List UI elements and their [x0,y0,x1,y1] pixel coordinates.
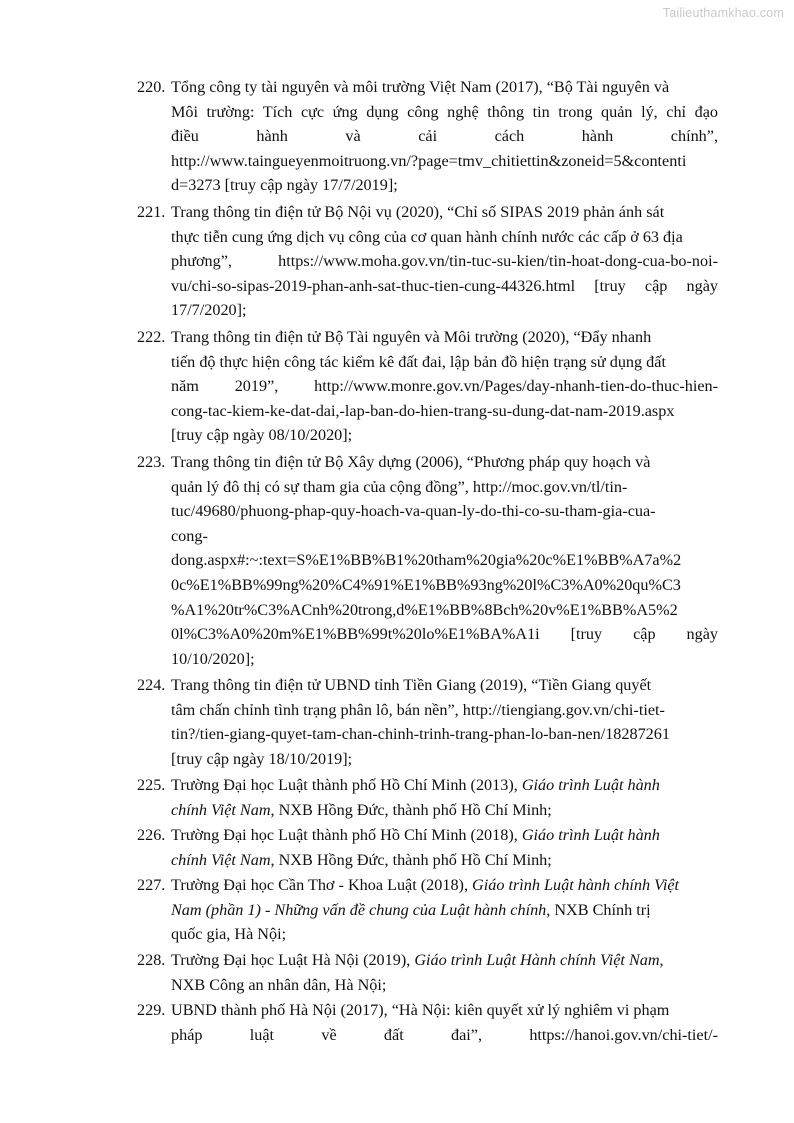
reference-text: Trường Đại học Luật thành phố Hồ Chí Minh (2013), [171,776,522,794]
reference-text: , NXB Hồng Đức, thành phố Hồ Chí Minh; [270,850,552,869]
reference-line: tiến độ thực hiện công tác kiểm kê đất đai, lập bản đồ hiện trạng sử dụng đất [171,352,666,371]
reference-item-226 [137,823,718,872]
reference-line: năm 2019”, http://www.monre.gov.vn/Pages/day-nhanh-tien-do-thuc-hien- [171,377,718,396]
reference-text: Trường Đại học Luật Hà Nội (2019), [171,951,415,969]
reference-text: NXB Chính trị [550,900,651,919]
reference-item-223 [137,450,718,671]
reference-number: 220. [137,78,166,96]
reference-title: Giáo trình Luật hành [521,826,660,844]
reference-item-225 [137,773,718,822]
reference-line: tin?/tien-giang-quyet-tam-chan-chinh-trinh-trang-phan-lo-ban-nen/18287261 [171,725,670,744]
reference-line: dong.aspx#:~:text=S%E1%BB%B1%20tham%20gia%20c%E1%BB%A7a%2 [171,551,682,570]
reference-item-227 [137,873,718,947]
reference-line: cong- [171,526,208,545]
reference-item-224 [137,673,718,771]
reference-line: Môi trường: Tích cực ứng dụng công nghệ thông tin trong quản lý, chỉ đạo [171,102,718,121]
reference-number: 223. [137,453,166,471]
reference-line: quốc gia, Hà Nội; [171,925,287,944]
reference-number: 226. [137,826,166,844]
reference-line: Tổng công ty tài nguyên và môi trường Việt Nam (2017), “Bộ Tài nguyên và [171,78,670,96]
reference-title: chính Việt Nam [171,850,271,869]
reference-line: NXB Công an nhân dân, Hà Nội; [171,975,387,994]
reference-line: 0c%E1%BB%99ng%20%C4%91%E1%BB%93ng%20l%C3%A0%20qu%C3 [171,575,681,594]
reference-number: 229. [137,1001,166,1019]
reference-line: phương”, https://www.moha.gov.vn/tin-tuc-su-kien/tin-hoat-dong-cua-bo-noi- [171,252,718,271]
reference-line: vu/chi-so-sipas-2019-phan-anh-sat-thuc-tien-cung-44326.html [truy cập ngày [171,276,718,295]
reference-text: Trường Đại học Cần Thơ - Khoa Luật (2018), [171,876,473,894]
reference-title: chính Việt Nam [171,800,271,819]
reference-text: , NXB Hồng Đức, thành phố Hồ Chí Minh; [270,800,552,819]
reference-title: Giáo trình Luật hành [521,776,660,794]
reference-number: 221. [137,203,166,221]
reference-text: Trường Đại học Luật thành phố Hồ Chí Minh (2018), [171,826,522,844]
reference-number: 225. [137,776,166,794]
reference-line: %A1%20tr%C3%ACnh%20trong,d%E1%BB%8Bch%20v%E1%BB%A5%2 [171,600,678,619]
reference-line: http://www.taingueyenmoitruong.vn/?page=tmv_chitiettin&zoneid=5&contenti [171,151,687,170]
reference-item-228 [137,948,718,997]
reference-line: 10/10/2020]; [171,649,255,668]
reference-title: Giáo trình Luật hành chính Việt [472,876,680,894]
reference-number: 227. [137,876,166,894]
reference-item-220 [137,75,718,198]
reference-number: 224. [137,676,166,694]
reference-number: 228. [137,951,166,969]
reference-item-229 [137,998,718,1047]
reference-line: thực tiễn cung ứng dịch vụ công của cơ quan hành chính nước các cấp ở 63 địa [171,227,683,246]
reference-line: quản lý đô thị có sự tham gia của cộng đồng”, http://moc.gov.vn/tl/tin- [171,477,628,496]
reference-title: Giáo trình Luật Hành chính Việt Nam, [414,951,664,969]
reference-line: 17/7/2020]; [171,301,247,320]
watermark: Tailieuthamkhao.com [662,6,784,20]
reference-line: d=3273 [truy cập ngày 17/7/2019]; [171,176,398,195]
reference-line: tâm chấn chỉnh tình trạng phân lô, bán nền”, http://tiengiang.gov.vn/chi-tiet- [171,700,665,719]
reference-line: UBND thành phố Hà Nội (2017), “Hà Nội: kiên quyết xử lý nghiêm vi phạm [171,1001,670,1019]
reference-line: [truy cập ngày 08/10/2020]; [171,426,353,445]
reference-line: Trang thông tin điện tử Bộ Xây dựng (2006), “Phương pháp quy hoạch và [171,453,651,471]
reference-line: Trang thông tin điện tử UBND tỉnh Tiền Giang (2019), “Tiền Giang quyết [171,676,652,694]
reference-line: pháp luật về đất đai”, https://hanoi.gov.vn/chi-tiet/- [171,1025,718,1044]
reference-line: điều hành và cải cách hành chính”, [171,127,718,146]
reference-line: 0l%C3%A0%20m%E1%BB%99t%20lo%E1%BA%A1i [truy cập ngày [171,625,718,644]
reference-line: tuc/49680/phuong-phap-quy-hoach-va-quan-ly-do-thi-co-su-tham-gia-cua- [171,502,656,521]
reference-title: Nam (phần 1) - Những vấn đề chung của Luật hành chính, [171,900,551,919]
reference-item-222 [137,325,718,448]
reference-line: [truy cập ngày 18/10/2019]; [171,749,353,768]
reference-line: Trang thông tin điện tử Bộ Nội vụ (2020), “Chỉ số SIPAS 2019 phản ánh sát [171,203,665,221]
reference-line: Trang thông tin điện tử Bộ Tài nguyên và Môi trường (2020), “Đẩy nhanh [171,328,652,346]
reference-item-221 [137,200,718,323]
reference-line: cong-tac-kiem-ke-dat-dai,-lap-ban-do-hien-trang-su-dung-dat-nam-2019.aspx [171,401,675,420]
reference-number: 222. [137,328,166,346]
